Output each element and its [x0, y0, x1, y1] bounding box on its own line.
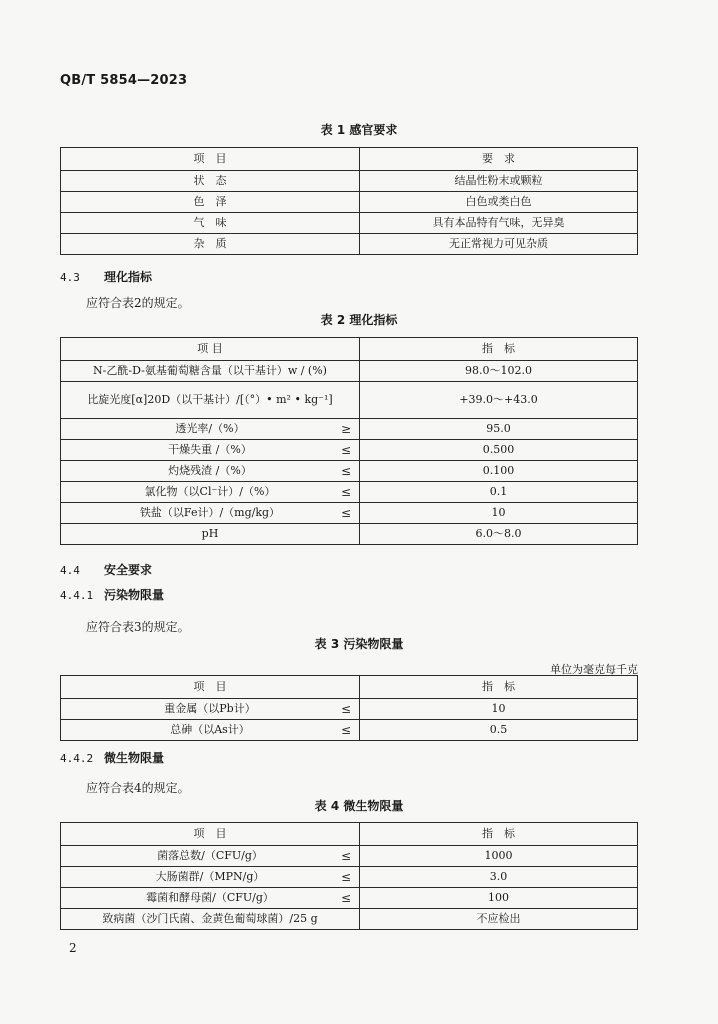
section-text: 应符合表2的规定。	[86, 296, 190, 310]
table2-caption: 表 2 理化指标	[320, 313, 398, 327]
section-number: 4.4	[60, 564, 80, 577]
inequality-sign: ≤	[340, 506, 351, 520]
column-header: 指 标	[360, 338, 638, 361]
cell-item-text: 霉菌和酵母菌/（CFU/g）	[146, 891, 274, 904]
cell-item	[61, 720, 360, 741]
cell-value: 100	[360, 888, 638, 909]
table3	[60, 675, 638, 741]
table-row	[61, 867, 638, 888]
table-row	[61, 909, 638, 930]
cell-item	[61, 461, 360, 482]
table-header-row	[61, 823, 638, 846]
table-row	[61, 720, 638, 741]
cell-item	[61, 419, 360, 440]
column-header: 要 求	[360, 148, 638, 171]
section-title: 微生物限量	[104, 751, 165, 765]
cell-value: 0.1	[360, 482, 638, 503]
section-title: 污染物限量	[104, 588, 165, 602]
table-row	[61, 171, 638, 192]
cell-item	[61, 440, 360, 461]
table-row	[61, 503, 638, 524]
section-number: 4.3	[60, 271, 80, 284]
cell-value: 3.0	[360, 867, 638, 888]
cell-item-text: 重金属（以Pb计）	[164, 702, 256, 715]
cell-value: 6.0～8.0	[360, 524, 638, 545]
standard-code: QB/T 5854—2023	[60, 73, 188, 88]
cell-item	[61, 867, 360, 888]
table-row	[61, 440, 638, 461]
inequality-sign: ≤	[340, 723, 351, 737]
cell-value: 白色或类白色	[360, 192, 638, 213]
section-title: 理化指标	[104, 270, 153, 284]
cell-item-text: 灼烧残渣 /（%）	[168, 464, 252, 477]
cell-item	[61, 699, 360, 720]
table-row	[61, 234, 638, 255]
cell-item-text: 透光率/（%）	[175, 422, 245, 435]
cell-value: 1000	[360, 846, 638, 867]
table-row	[61, 213, 638, 234]
cell-item	[61, 503, 360, 524]
cell-item: 气 味	[61, 213, 360, 234]
cell-item: 致病菌（沙门氏菌、金黄色葡萄球菌）/25 g	[61, 909, 360, 930]
table-row	[61, 461, 638, 482]
table-header-row	[61, 676, 638, 699]
table1-caption: 表 1 感官要求	[320, 123, 398, 137]
column-header: 项 目	[61, 676, 360, 699]
table-row	[61, 699, 638, 720]
table-row	[61, 888, 638, 909]
table3-caption: 表 3 污染物限量	[314, 637, 404, 651]
cell-item-text: 干燥失重 /（%）	[168, 443, 252, 456]
section-heading-4-3	[60, 268, 152, 285]
cell-item-text: 氯化物（以Cl⁻计）/（%）	[144, 485, 276, 498]
cell-value: 95.0	[360, 419, 638, 440]
inequality-sign: ≤	[340, 443, 351, 457]
section-heading-4-4-1	[60, 586, 164, 603]
inequality-sign: ≤	[340, 849, 351, 863]
cell-value: 无正常视力可见杂质	[360, 234, 638, 255]
unit-note: 单位为毫克每千克	[550, 663, 638, 676]
cell-value: +39.0～+43.0	[360, 382, 638, 419]
cell-item-text: 大肠菌群/（MPN/g）	[155, 870, 265, 883]
cell-value: 10	[360, 699, 638, 720]
column-header: 项 目	[61, 338, 360, 361]
cell-item: 状 态	[61, 171, 360, 192]
section-heading-4-4-2	[60, 749, 164, 766]
page-number: 2	[69, 941, 77, 955]
table4	[60, 822, 638, 930]
cell-value: 结晶性粉末或颗粒	[360, 171, 638, 192]
table1	[60, 147, 638, 255]
cell-item	[61, 482, 360, 503]
table-row	[61, 382, 638, 419]
section-number: 4.4.1	[60, 589, 94, 602]
cell-item: pH	[61, 524, 360, 545]
inequality-sign: ≤	[340, 702, 351, 716]
cell-value: 98.0～102.0	[360, 361, 638, 382]
table-row	[61, 192, 638, 213]
inequality-sign: ≤	[340, 464, 351, 478]
cell-value: 0.500	[360, 440, 638, 461]
cell-item: N-乙酰-D-氨基葡萄糖含量（以干基计）w / (%)	[61, 361, 360, 382]
column-header: 项 目	[61, 823, 360, 846]
cell-item: 比旋光度[α]20D（以干基计）/[（°）• m² • kg⁻¹]	[61, 382, 360, 419]
section-heading-4-4	[60, 561, 152, 578]
inequality-sign: ≥	[340, 422, 351, 436]
inequality-sign: ≤	[340, 891, 351, 905]
cell-item	[61, 888, 360, 909]
table-header-row	[61, 338, 638, 361]
table-row	[61, 361, 638, 382]
inequality-sign: ≤	[340, 485, 351, 499]
cell-item: 杂 质	[61, 234, 360, 255]
table-row	[61, 419, 638, 440]
cell-value: 10	[360, 503, 638, 524]
table-row	[61, 482, 638, 503]
cell-item: 色 泽	[61, 192, 360, 213]
cell-value: 0.5	[360, 720, 638, 741]
cell-item-text: 菌落总数/（CFU/g）	[157, 849, 263, 862]
cell-item-text: 铁盐（以Fe计）/（mg/kg）	[139, 506, 281, 519]
table-header-row	[61, 148, 638, 171]
cell-value: 具有本品特有气味，无异臭	[360, 213, 638, 234]
table4-caption: 表 4 微生物限量	[314, 799, 404, 813]
section-title: 安全要求	[104, 563, 153, 577]
cell-item	[61, 846, 360, 867]
cell-value: 不应检出	[360, 909, 638, 930]
column-header: 项 目	[61, 148, 360, 171]
section-text: 应符合表4的规定。	[86, 781, 190, 795]
column-header: 指 标	[360, 676, 638, 699]
table-row	[61, 524, 638, 545]
table-row	[61, 846, 638, 867]
inequality-sign: ≤	[340, 870, 351, 884]
section-number: 4.4.2	[60, 752, 94, 765]
table2	[60, 337, 638, 545]
column-header: 指 标	[360, 823, 638, 846]
cell-item-text: 总砷（以As计）	[170, 723, 250, 736]
cell-value: 0.100	[360, 461, 638, 482]
section-text: 应符合表3的规定。	[86, 620, 190, 634]
